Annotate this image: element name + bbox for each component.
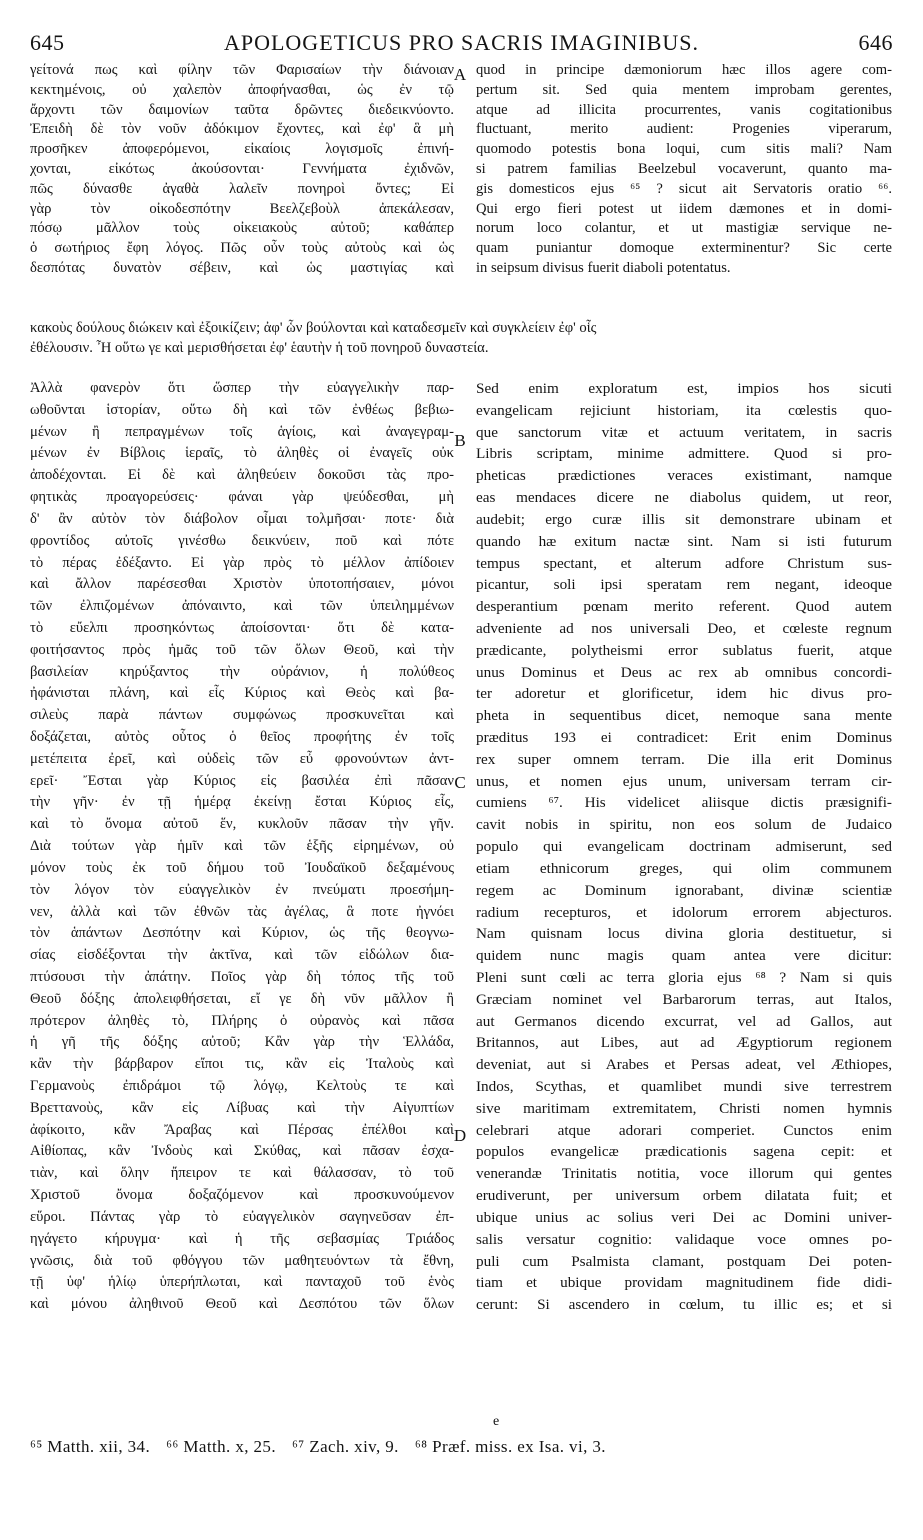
text-line: picantur, soli ipsi speratam rem negant, ideoque bbox=[476, 576, 892, 594]
text-line: μένων ἢ πεπραγμένων τοῖς ἁγίοις, καὶ ἀναγεγραμ- bbox=[30, 423, 454, 440]
text-line: πῶς δύνασθε ἀγαθὰ λαλεῖν πονηροὶ ὄντες; Εἰ bbox=[30, 180, 454, 197]
text-line: Χριστοῦ ὄνομα δοξαζόμενον καὶ προσκυνούμενον bbox=[30, 1187, 454, 1204]
text-line: rex super omnem terram. Die illa erit Dominus bbox=[476, 750, 892, 768]
text-line: ubique unius ac solius veri Dei ac Domini univer- bbox=[476, 1208, 892, 1226]
text-line: καὶ ἄλλον παρέσεσθαι Χριστὸν ὑποτοπήσαιεν, μόνοι bbox=[30, 576, 454, 593]
text-line: ἄρχοντι τῶν δαιμονίων ταῦτα δρῶντες διεδεικνύοντο. bbox=[30, 101, 454, 118]
text-line: Αἰθίοπας, κἂν Ἰνδοὺς καὶ Σκύθας, καὶ πᾶσαν ἐσχα- bbox=[30, 1143, 454, 1160]
text-line: adveniente ad nos universali Deo, et cœleste regnum bbox=[476, 619, 892, 637]
text-line: τὸν ἁπάντων Δεσπότην καὶ Κύριον, ὡς τῆς θεογνω- bbox=[30, 925, 454, 942]
text-line: quam puniantur domoque exterminentur? Sic certe bbox=[476, 240, 892, 257]
stray-mark: e bbox=[493, 1414, 500, 1429]
text-line: quod in principe dæmoniorum hæc illos agere com- bbox=[476, 62, 892, 78]
margin-marker-d: D bbox=[453, 1126, 467, 1145]
text-line: Qui ergo fieri potest ut iidem dæmones et in domi- bbox=[476, 200, 892, 217]
text-line: erudiverunt, per universum orbem dilatata fuit; et bbox=[476, 1187, 892, 1205]
text-line: τιὰν, καὶ ὅλην ἤπειρον τε καὶ θάλασσαν, τὸ τοῦ bbox=[30, 1165, 454, 1182]
text-line: Indos, Scythas, et quamlibet mundi sive terrestrem bbox=[476, 1078, 892, 1095]
text-line: μένων ἐν Βίβλοις ἱεραῖς, τὸ ἀληθὲς οἱ ἐναγεῖς οὐκ bbox=[30, 445, 454, 462]
text-line: prædicante, polytheismi error sublatus fuerit, atque bbox=[476, 641, 892, 659]
text-line: eas mendaces dicere ne diabolus quidem, ut reor, bbox=[476, 489, 892, 507]
running-title: APOLOGETICUS PRO SACRIS IMAGINIBUS. bbox=[223, 30, 700, 55]
text-line: τὴν γῆν· ἐν τῇ ἡμέρᾳ ἐκείνῃ ἔσται Κύριος εἷς, bbox=[30, 794, 454, 811]
text-line: τὸν λόγον τὸν εὐαγγελικὸν ἐν πνεύματι προεσήμη- bbox=[30, 881, 454, 898]
text-line: καὶ τὸ ὄνομα αὐτοῦ ἕν, κυκλοῦν πᾶσαν τὴν γῆν. bbox=[30, 816, 454, 833]
text-line: aut Germanos dicendo excurrat, vel ad Gallos, aut bbox=[476, 1012, 892, 1030]
text-line: ἀφίκοιτο, κἂν Ἄραβας καὶ Πέρσας ἐπέλθοι καὶ bbox=[30, 1121, 454, 1138]
text-line: δεσπότας δυνατὸν σέβειν, καὶ ὡς μαστιγίας καὶ bbox=[30, 259, 454, 276]
text-line: pertum sit. Sed quia mentem improbam gerentes, bbox=[476, 81, 892, 98]
text-line: δ' ἂν αὐτὸν τὸν διάβολον οἶμαι τολμῆσαι· ποτε· διὰ bbox=[30, 510, 454, 527]
text-line: quomodo potestis bona loqui, cum sitis mali? Nam bbox=[476, 141, 892, 158]
text-line: Ἀλλὰ φανερὸν ὅτι ὥσπερ τὴν εὐαγγελικὴν παρ- bbox=[30, 380, 454, 396]
page-header bbox=[30, 30, 893, 56]
text-line: ηγάγετο κήρυγμα· καὶ ἡ τῆς σεβασμίας Τριάδος bbox=[30, 1230, 454, 1247]
greek-column-section-2 bbox=[30, 378, 454, 1316]
text-line: Pleni sunt cœli ac terra gloria ejus ⁶⁸ ? Nam si quis bbox=[476, 968, 892, 986]
text-line: tempus spectant, et alterum adfore Christum sus- bbox=[476, 554, 892, 572]
text-line: desperantium pœnam merito referent. Quod autem bbox=[476, 598, 892, 616]
text-line: Ἐπειδὴ δὲ τὸν νοῦν ἀδόκιμον ἔχοντες, καὶ ἐφ' ἃ μὴ bbox=[30, 121, 454, 138]
latin-column-section-1 bbox=[476, 61, 892, 279]
footnote: ⁶⁸ Præf. miss. ex Isa. vi, 3. bbox=[414, 1437, 606, 1456]
text-line: norum loco colantur, et ut mastigiæ servique ne- bbox=[476, 220, 892, 237]
text-line: Græciam nominet vel Barbarorum terras, aut Italos, bbox=[476, 990, 892, 1008]
text-line: evangelicam rejiciunt historiam, ita cœlestis quo- bbox=[476, 401, 892, 419]
text-line: quidem nunc magis quam antea vere dicitur: bbox=[476, 947, 892, 965]
text-line: φροντίδος αὐτοῖς γινέσθω δεικνύειν, ποῦ καὶ πότε bbox=[30, 532, 454, 549]
margin-marker-c: C bbox=[454, 773, 466, 792]
text-line: προσῆκεν ἀποφερόμενοι, εἰκαίοις λογισμοῖς ἐπινή- bbox=[30, 141, 454, 158]
text-line: que sanctorum vitæ et actuum veritatem, in sacris bbox=[476, 423, 892, 441]
text-line: μετέπειτα ἐρεῖ, καὶ οὐδεὶς τῶν εὖ φρονούντων ἀντ- bbox=[30, 750, 454, 767]
text-line: φοιτήσαντος πρὸς ἡμᾶς τοῦ τῶν ὅλων Θεοῦ, καὶ τὴν bbox=[30, 641, 454, 658]
text-line: cerunt: Si ascendero in cœlum, tu illic es; et si bbox=[476, 1296, 892, 1314]
text-line: deveniat, aut si Arabes et Persas adeat, vel Æthiopes, bbox=[476, 1056, 892, 1074]
text-line: ὁ σωτήριος ἔφη λόγος. Πῶς οὖν τοὺς αὐτοὺς καὶ ὡς bbox=[30, 240, 454, 257]
greek-column-section-1 bbox=[30, 61, 454, 279]
text-line: venerandæ Trinitatis notitia, voce illorum qui gentes bbox=[476, 1165, 892, 1183]
text-line: tiam et ubique providam magnitudinem fide didi- bbox=[476, 1274, 892, 1292]
text-line: quando hæ exitum nactæ sint. Nam si isti futurum bbox=[476, 532, 892, 550]
text-line: præditus 193 ei contradicet: Erit enim Dominus bbox=[476, 729, 892, 746]
full-width-continuation bbox=[30, 319, 892, 359]
text-line: salis versatur cognitio: validaque voce omnes po- bbox=[476, 1230, 892, 1248]
text-line: ἠφάνισται πλάνη, καὶ εἷς Κύριος καὶ Θεὸς καὶ βα- bbox=[30, 685, 454, 702]
text-line: regem ac Dominum ignorabant, divinæ scientiæ bbox=[476, 881, 892, 899]
text-line: Britannos, aut Libes, aut ad Ægyptiorum regionem bbox=[476, 1034, 892, 1052]
text-line: cumiens ⁶⁷. His videlicet aliisque dictis præsignifi- bbox=[476, 794, 892, 812]
latin-column-section-2 bbox=[476, 378, 892, 1316]
text-line: γνῶσις, διὰ τοῦ φθόγγου τῶν μαθητευόντων τὰ ἔθνη, bbox=[30, 1252, 454, 1269]
page-number-left: 645 bbox=[30, 30, 65, 55]
text-line: κεκτημένοις, οὐ χαλεπὸν ἀποφήνασθαι, ὡς ἐν τῷ bbox=[30, 81, 454, 98]
footnote: ⁶⁵ Matth. xii, 34. bbox=[30, 1437, 151, 1456]
text-line: Libris scriptam, minime admittere. Quod si pro- bbox=[476, 445, 892, 463]
text-line: πτύσουσι τὴν ἀπάτην. Ποῖος γὰρ δὴ τόπος τῆς τοῦ bbox=[30, 968, 454, 985]
text-line: populo qui evangelicam doctrinam admiserunt, sed bbox=[476, 838, 892, 856]
text-line: Βρεττανοὺς, κἂν εἰς Λίβυας καὶ τὴν Αἰγυπτίων bbox=[30, 1099, 454, 1116]
text-line: ἡ γῆ τῆς δόξης αὐτοῦ; Κἂν γὰρ τὴν Ἑλλάδα, bbox=[30, 1034, 454, 1051]
text-line: ωθοῦνται ἱστορίαν, οὕτω δὴ καὶ τῶν ἐνθέως βεβιω- bbox=[30, 401, 454, 418]
text-line: κἂν τὴν βάρβαρον εἴποι τις, κἂν εἰς Ἰταλοὺς καὶ bbox=[30, 1056, 454, 1073]
text-line: unus, et nomen ejus unum, universam terram cir- bbox=[476, 772, 892, 790]
text-line: Διὰ τούτων γὰρ ἡμῖν καὶ τῶν ἑξῆς εἰρημένων, οὐ bbox=[30, 838, 454, 855]
text-line: populos evangelicæ prædicationis sagena cepit: et bbox=[476, 1143, 892, 1161]
text-line: δοξάζεται, αὐτὸς οὗτος ὁ θεῖος προφήτης ἐν τοῖς bbox=[30, 729, 454, 745]
text-line: τῶν ἐλπιζομένων ἀπόναιντο, καὶ τῶν ὑπειλημμένων bbox=[30, 598, 454, 615]
text-line: ἐθέλουσιν. Ἦ οὕτω γε καὶ μερισθήσεται ἐφ' ἑαυτὴν ἡ τοῦ πονηροῦ δυναστεία. bbox=[30, 339, 489, 356]
text-line: καὶ μόνου ἀληθινοῦ Θεοῦ καὶ Δεσπότου τῶν ὅλων bbox=[30, 1296, 454, 1313]
text-line: πόσῳ μᾶλλον τοὺς οἰκειακοὺς αὐτοῦ; καθάπερ bbox=[30, 220, 454, 237]
text-line: βασιλείαν κηρύξαντος τὴν οὐράνιον, ἡ πολύθεος bbox=[30, 663, 454, 680]
text-line: Nam quisnam locus divina gloria destituetur, si bbox=[476, 925, 892, 943]
text-line: τὸ εὔελπι προσηκόντως ἀποίσονται· ὅτι δὲ κατα- bbox=[30, 619, 454, 636]
text-line: ter adoretur et glorificetur, idem hic divus pro- bbox=[476, 685, 892, 703]
text-line: φητικὰς προαγορεύσεις· φάναι γὰρ ψεύδεσθαι, μὴ bbox=[30, 489, 454, 506]
text-line: audebit; ergo curæ illis sit demonstrare ubinam et bbox=[476, 510, 892, 528]
text-line: Sed enim exploratum est, impios hos sicuti bbox=[476, 380, 892, 397]
text-line: Θεοῦ δόξης ἀπολειφθήσεται, εἴ γε δὴ νῦν μᾶλλον ἢ bbox=[30, 990, 454, 1007]
text-line: τῇ ὑφ' ἡλίῳ ὑπερήπλωται, καὶ πανταχοῦ τοῦ ἑνὸς bbox=[30, 1274, 454, 1291]
text-line: σιλεὺς παρὰ πάντων συμφώνως προσκυνεῖται καὶ bbox=[30, 707, 454, 724]
footnotes bbox=[30, 1437, 890, 1457]
margin-marker-b: B bbox=[454, 431, 466, 450]
text-line: atque ad illicita procurrentes, vanis cogitationibus bbox=[476, 101, 892, 118]
text-line: pheticas prædictiones veraces existimant, namque bbox=[476, 467, 892, 485]
text-line: in seipsum divisus fuerit diaboli potentatus. bbox=[476, 259, 731, 276]
text-line: cavit nobis in spiritu, non eos solum de Judaico bbox=[476, 816, 892, 834]
footnote: ⁶⁷ Zach. xiv, 9. bbox=[291, 1437, 399, 1456]
text-line: unus Dominus et Deus ac rex ab omnibus concordi- bbox=[476, 663, 892, 681]
text-line: εὕροι. Πάντας γὰρ τὸ εὐαγγελικὸν σαγηνεῦσαν ἐπ- bbox=[30, 1208, 454, 1225]
text-line: γὰρ τὸν οἰκοδεσπότην Βεελζεβοὺλ ἀπεκάλεσαν, bbox=[30, 200, 454, 217]
footnote: ⁶⁶ Matth. x, 25. bbox=[166, 1437, 276, 1456]
text-line: Γερμανοὺς ἐπιδράμοι τῷ λόγῳ, Κελτοὺς τε καὶ bbox=[30, 1078, 454, 1094]
text-line: τὸ πέρας ἐδέξαντο. Εἰ γὰρ πρὸς τὸ μέλλον ἀπίδοιεν bbox=[30, 554, 454, 571]
text-line: πρότερον ἀληθὲς τὸ, Πλήρης ὁ οὐρανὸς καὶ πᾶσα bbox=[30, 1012, 454, 1029]
page-number-right: 646 bbox=[858, 30, 893, 55]
text-line: νεν, ἀλλὰ καὶ τῶν ἐθνῶν τὰς ἀγέλας, ἃ ποτε ἠγνόει bbox=[30, 903, 454, 920]
text-line: χονται, εἰκότως ἀκούσονται· Γεννήματα ἐχιδνῶν, bbox=[30, 160, 454, 177]
text-line: pheta in sequentibus dicet, nemoque sana mente bbox=[476, 707, 892, 725]
text-line: κακοὺς δούλους διώκειν καὶ ἐξοικίζειν; ἀφ' ὧν βούλονται καὶ καταδεσμεῖν καὶ συγκλείειν ἐφ' οἷς bbox=[30, 320, 597, 336]
text-line: σίας εἰσδέξονται τὴν ἀκτῖνα, καὶ τῶν εἰδώλων δια- bbox=[30, 947, 454, 964]
text-line: sive maritimam extremitatem, Christi nomen hymnis bbox=[476, 1099, 892, 1117]
text-line: gis domesticos ejus ⁶⁵ ? sicut ait Servatoris oratio ⁶⁶. bbox=[476, 180, 892, 197]
text-line: puli cum Psalmista clamant, postquam Dei poten- bbox=[476, 1252, 892, 1270]
text-line: fluctuant, merito audient: Progenies viperarum, bbox=[476, 121, 892, 138]
text-line: γείτονά πως καὶ φίλην τῶν Φαρισαίων τὴν διάνοιαν bbox=[30, 62, 454, 78]
text-line: ἀποδέχονται. Εἰ δὲ καὶ ἀληθεύειν δοκοῦσι τὰς προ- bbox=[30, 467, 454, 484]
text-line: μόνον τοὺς ἐκ τοῦ δήμου τοῦ Ἰουδαϊκοῦ δεξαμένους bbox=[30, 859, 454, 876]
text-line: si patrem familias Beelzebul vocaverunt, quanto ma- bbox=[476, 160, 892, 177]
margin-marker-a: A bbox=[453, 65, 467, 84]
text-line: radium recepturos, et idolorum errorem abjecturos. bbox=[476, 903, 892, 921]
text-line: ερεῖ· Ἔσται γὰρ Κύριος εἰς βασιλέα ἐπὶ πᾶσαν bbox=[30, 772, 454, 789]
text-line: celebrari atque adorari comperiet. Cunctos enim bbox=[476, 1121, 892, 1139]
text-line: etiam ethnicorum greges, qui olim communem bbox=[476, 859, 892, 877]
